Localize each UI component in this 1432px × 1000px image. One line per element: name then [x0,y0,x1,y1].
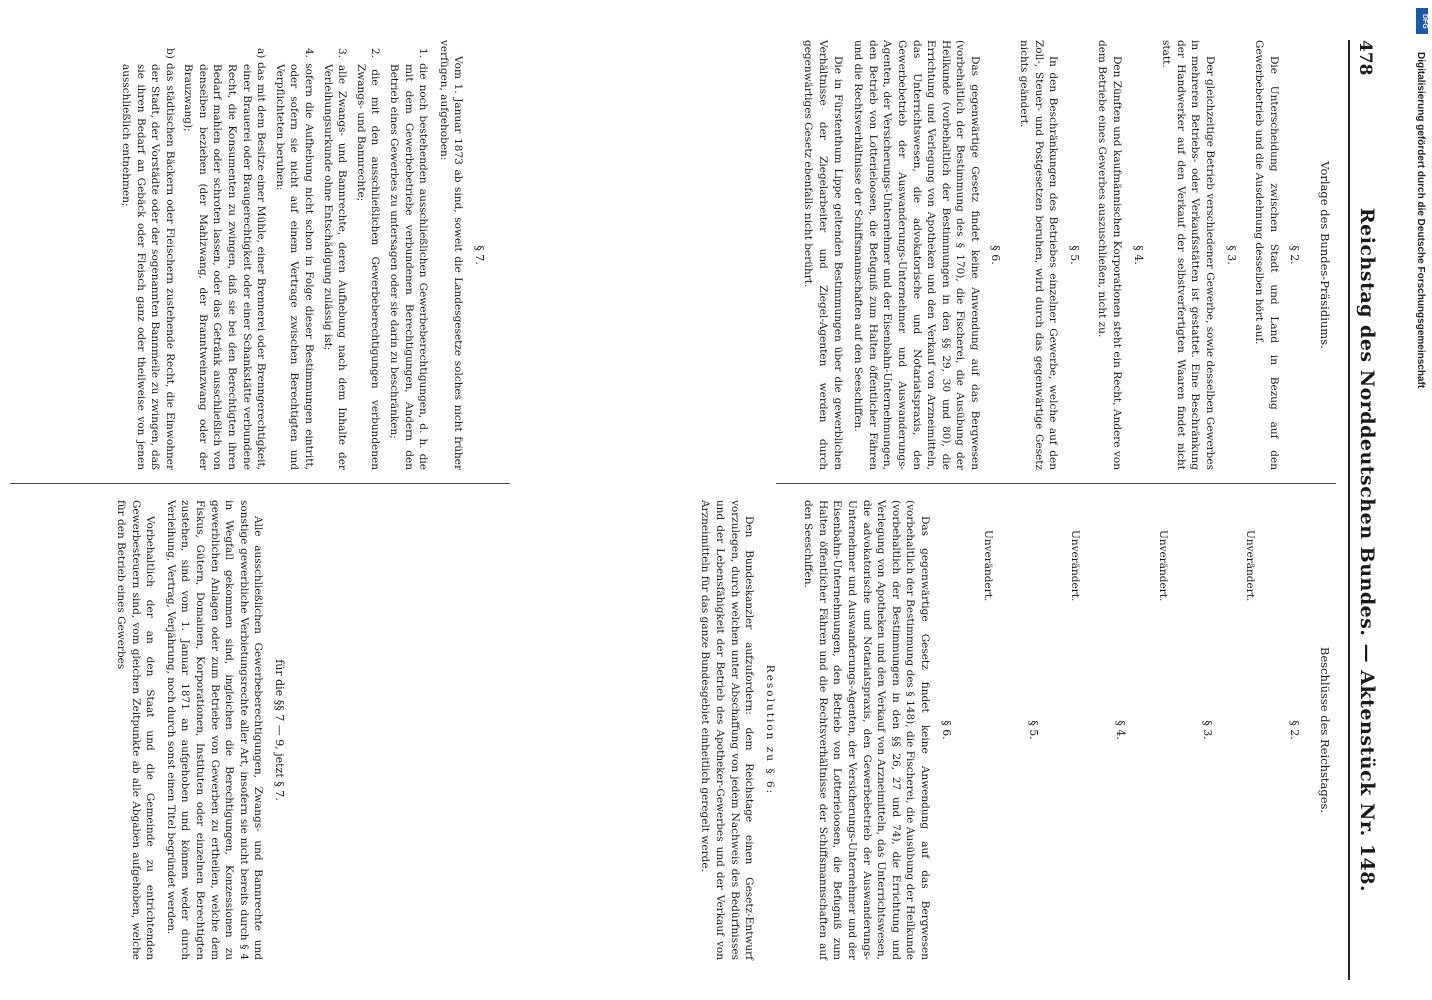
left-s7-subitem: b) das städtischen Bäckern oder Fleischern zustehende Recht, die Einwohner der Stadt, der Vorstädte oder der sogenannten Bannmeile zu zwingen, daß sie ihren Bedarf an Gebäck oder Fleisch ganz oder theilweise von jenen ausschließlich entnehmen; [119,48,176,470]
right-s2-title: § 2. [1288,720,1302,740]
left-s7-title: § 7. [473,245,486,265]
dfg-logo: DFG [1416,8,1428,34]
left-s7-item: 4. sofern die Aufhebung nicht schon in Folge dieser Bestimmungen eintritt, oder sofern sie nicht auf einem Vertrage zwischen Berechtigten und Verpflichteten beruhen: [273,48,316,470]
funding-credit-text: Digitalisierung gefördert durch die Deutsche Forschungsgemeinschaft [1415,52,1426,389]
right-s7-text: Alle ausschließlichen Gewerbeberechtigungen, Zwangs- und Bannrechte und sonstige gewerbliche Verbietungsrechte aller Art, insofern sie nicht bereits durch § 4 in Wegfall gekommen sind, ingleichen die Berechtigungen, Konzessionen zu gewerblichen Anlagen oder zum Betriebe von Gewerben zu ertheilen, welche dem Fiskus, Gütern, Domainen, Korporationen, Instituten oder einzelnen Berechtigten zustehen, sind vom 1. Januar 1871 an aufgehoben und können weder durch Verleihung, Vertrag, Verjährung, noch durch sonst einen Titel begründet werden. [164,500,265,960]
funding-credit [1408,12,1428,992]
left-column-heading: Vorlage des Bundes-Präsidiums. [1318,161,1332,349]
right-unchanged-2: Unverändert. [1243,530,1256,602]
left-s2-text: Die Unterscheidung zwischen Stadt und Land in Bezug auf den Gewerbebetrieb und die Ausdehnung desselben hört auf. [1253,40,1280,470]
left-s6-text: Das gegenwärtige Gesetz findet keine Anwendung auf das Bergwesen (vorbehaltlich der Bestimmung des § 170), die Fischerei, die Ausübung der Heilkunde (vorbehaltlich der Bestimmungen in den §§ 29, 30 und 80), die Errichtung und Verlegung von Apotheken und den Verkauf von Arzneimitteln, das Unterrichtswesen, die advokatorische und Notariatspraxis, den Gewerbebetrieb der Auswanderungs-Unternehmer und Auswanderungs-Agenten, der Versicherungs-Unternehmer und der Eisenbahn-Unternehmungen, den Betrieb von Lotterieloosen, die Befugniß zum Halten öffentlicher Fähren und die Rechtsverhältnisse der Schiffsmannschaften auf den Seeschiffen. [852,40,981,470]
right-column-heading: Beschlüsse des Reichstages. [1318,646,1332,814]
right-s6-text: Das gegenwärtige Gesetz findet keine Anwendung auf das Bergwesen (vorbehaltlich der Bestimmung des § 148), die Fischerei, die Ausübung der Heilkunde (vorbehaltlich der Bestimmungen in den §§ 26, 27 und 74), die Errichtung und Verlegung von Apotheken und den Verkauf von Arzneimitteln, das Unterrichtswesen, die advokatorische und Notariatspraxis, den Gewerbebetrieb der Auswanderungs-Unternehmer und Auswanderungs-Agenten, der Versicherungs-Unternehmer und der Eisenbahn-Unternehmungen, den Betrieb von Lotterieloosen, die Befugniß zum Halten öffentlicher Fähren und die Rechtsverhältnisse der Schiffsmannschaften auf den Seeschiffen. [802,500,932,960]
header-rule [1348,40,1350,980]
left-s6-text2: Die in Fürstenthum Lippe geltenden Bestimmungen über die gewerblichen Verhältnisse der Ziegelarbeiter und Ziegel-Agenten werden durch gegenwärtiges Gesetz ebenfalls nicht berührt. [802,40,844,470]
right-column [692,500,1336,960]
left-s6-title: § 6. [989,245,1003,265]
left-s3-text: Der gleichzeitige Betrieb verschiedener Gewerbe, sowie desselben Gewerbes in mehreren Betriebs- oder Verkaufsstätten ist gestattet. Eine Beschränkung der Handwerker auf den Verkauf der selbstverfertigten Waaren findet nicht statt. [1160,40,1217,470]
right-unchanged-5: Unverändert. [982,530,995,602]
left-s5-title: § 5. [1067,245,1081,265]
right-s7-block [107,500,300,960]
left-s7-item: 3. alle Zwangs- und Bannrechte, deren Aufhebung nach dem Inhalte der Verleihungsurkunde ohne Entschädigung zulässig ist; [321,48,349,470]
left-s7-block [114,40,500,470]
right-unchanged-4: Unverändert. [1069,530,1082,602]
running-head: Reichstag des Norddeutschen Bundes. — Aktenstück Nr. 148. [1356,207,1378,893]
right-unchanged-3: Unverändert. [1156,530,1169,602]
resolution-title: Resolution zu § 6: [763,664,776,796]
page-number: 478 [1355,40,1375,76]
column-divider [776,483,1336,484]
left-s2-title: § 2. [1288,245,1302,265]
left-s7-item: 2. die mit den ausschließlichen Gewerbeberechtigungen verbundenen Zwangs- und Bannrechte; [354,48,382,470]
left-s7-item: 1. die noch bestehenden ausschließlichen Gewerbeberechtigungen, d. h. die mit dem Gewerbebetriebe verbundenen Berechtigungen, Andern den Betrieb eines Gewerbes zu untersagen oder sie darin zu beschränken; [388,48,430,470]
left-s7-intro: Vom 1. Januar 1873 ab sind, soweit die Landesgesetze solches nicht früher verfügen, aufgehoben: [437,40,465,470]
left-s7-subitem: a) das mit dem Besitze einer Mühle, einer Brennerei oder Brenngerechtigkeit, einer Brauerei oder Braugerechtigkeit oder einer Schankstätte verbundene Recht, die Konsumenten zu zwingen, daß sie bei den Berechtigten ihren Bedarf mahlen oder schroten lassen, oder das Getränk ausschließlich von denselben beziehen (der Mahlzwang, der Branntweinzwang oder der Brauzwang); [182,48,268,470]
left-column [795,40,1336,470]
resolution-text: Den Bundeskanzler aufzufordern: dem Reichstage einen Gesetz-Entwurf vorzulegen, durch welchen unter Abschaffung von jedem Nachweis des Bedürfnisses und der Lebensfähigkeit der Betrieb des Apotheker-Gewerbes und der Verkauf von Arzneimitteln für das ganze Bundesgebiet einheitlich geregelt werde. [699,500,756,960]
right-s5-title: § 5. [1026,720,1040,740]
left-s4-text: Den Zünften und kaufmännischen Korporationen steht ein Recht, Andere von dem Betriebe eines Gewerbes auszuschließen, nicht zu. [1096,40,1124,470]
left-s5-text: In den Beschränkungen des Betriebes einzelner Gewerbe, welche auf den Zoll-, Steuer- und Postgesetzen beruhen, wird durch das gegenwärtige Gesetz nichts geändert. [1018,40,1060,470]
right-s7-text2: Vorbehaltlich der an den Staat und die Gemeinde zu entrichtenden Gewerbesteuern sind, vom gleichen Zeitpunkte ab alle Abgaben aufgehoben, welche für den Betrieb eines Gewerbes [115,500,157,960]
column-divider-lower [10,483,510,484]
right-s7-title: für die §§ 7 — 9, jetzt § 7. [273,659,286,801]
left-s3-title: § 3. [1224,245,1238,265]
right-s3-title: § 3. [1201,720,1215,740]
left-s4-title: § 4. [1131,245,1145,265]
right-s4-title: § 4. [1114,720,1128,740]
page-header [1350,0,1390,1000]
right-s6-title: § 6. [939,720,953,740]
